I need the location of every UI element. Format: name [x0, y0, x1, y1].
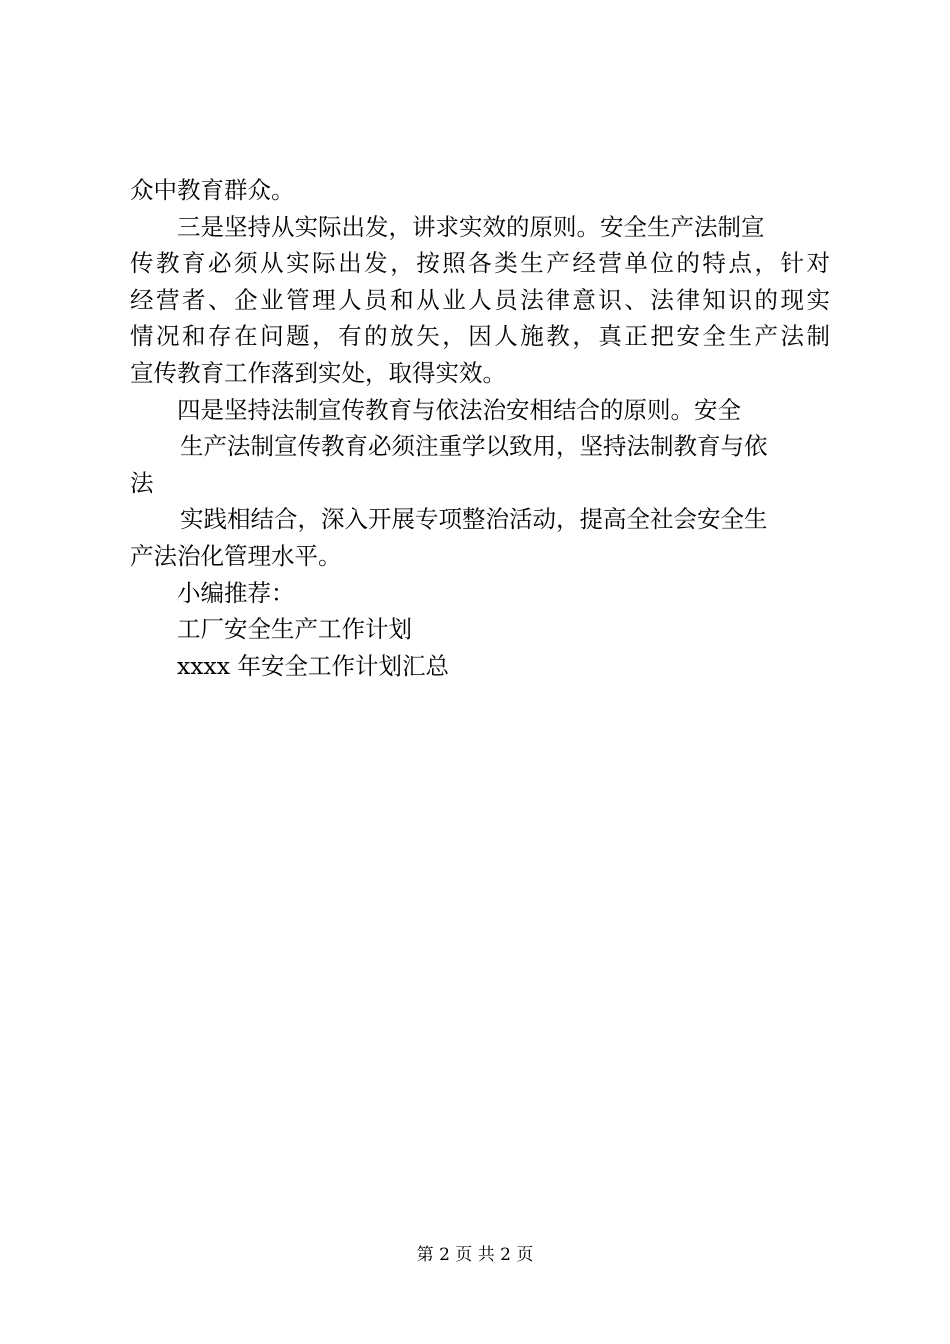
text-line-7: 四是坚持法制宣传教育与依法治安相结合的原则。安全 [177, 395, 741, 424]
text-line-6: 宣传教育工作落到实处，取得实效。 [130, 358, 506, 387]
recommend-heading: 小编推荐： [177, 578, 295, 607]
text-line-2: 三是坚持从实际出发，讲求实效的原则。安全生产法制宣 [177, 212, 765, 241]
text-line-10: 实践相结合，深入开展专项整治活动，提高全社会安全生 [180, 505, 768, 534]
text-line-5: 情况和存在问题，有的放矢，因人施教，真正把安全生产法制 [130, 322, 830, 351]
text-line-9: 法 [130, 468, 154, 497]
text-line-3: 传教育必须从实际出发，按照各类生产经营单位的特点，针对 [130, 249, 830, 278]
text-line-4: 经营者、企业管理人员和从业人员法律意识、法律知识的现实 [130, 285, 830, 314]
recommend-link-2[interactable]: xxxx 年安全工作计划汇总 [177, 651, 449, 680]
text-line-8: 生产法制宣传教育必须注重学以致用，坚持法制教育与依 [180, 432, 768, 461]
recommend-link-1[interactable]: 工厂安全生产工作计划 [177, 615, 412, 644]
page-number-footer: 第 2 页 共 2 页 [416, 1245, 534, 1265]
text-line-11: 产法治化管理水平。 [130, 541, 342, 570]
text-line-1: 众中教育群众。 [130, 176, 295, 204]
document-body [130, 172, 830, 684]
